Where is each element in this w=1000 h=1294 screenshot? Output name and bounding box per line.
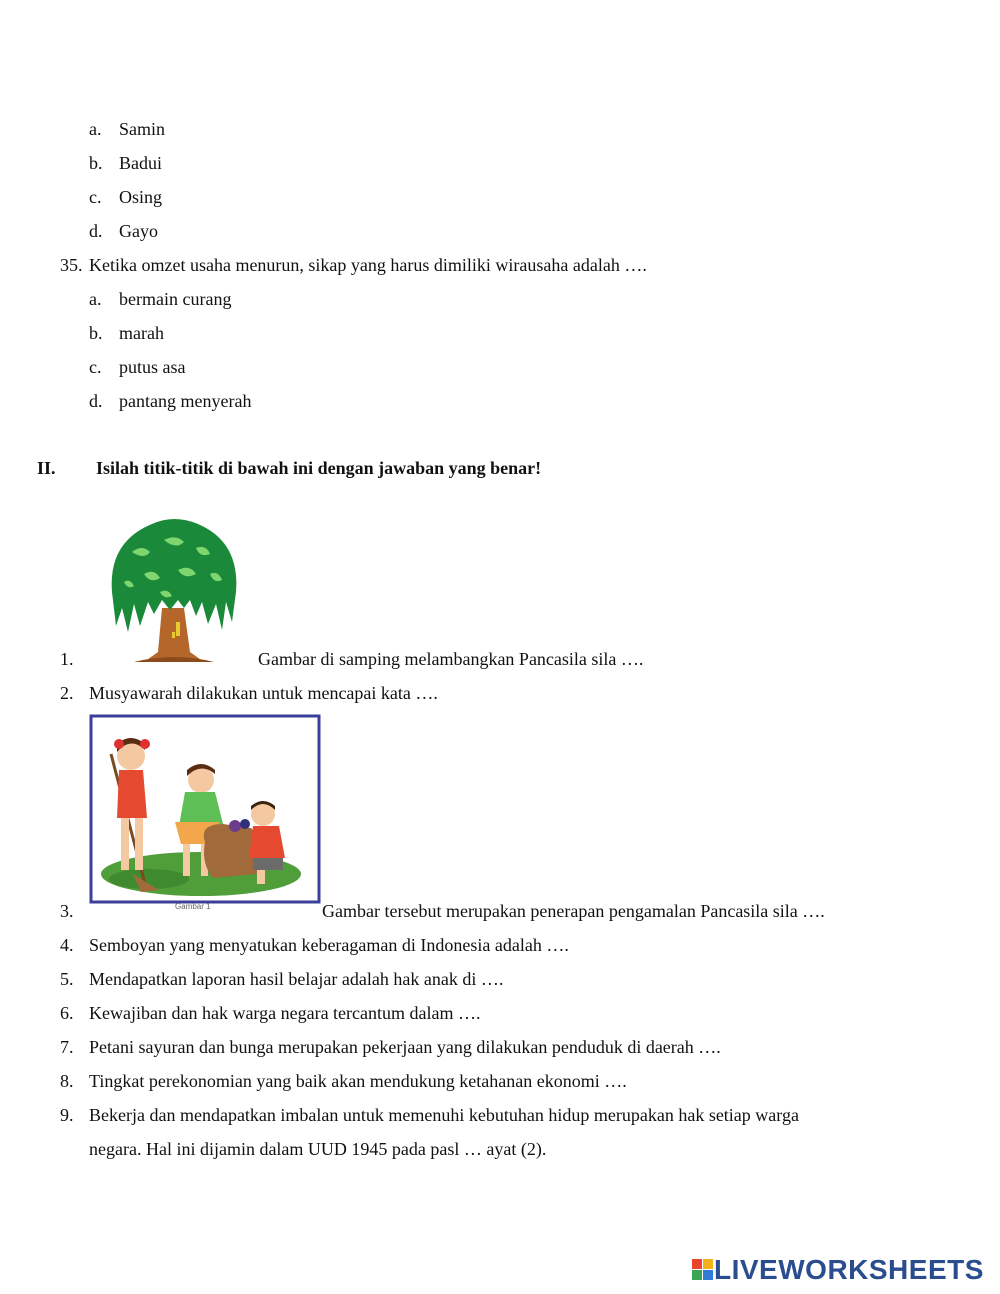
- item-text: Kewajiban dan hak warga negara tercantum dalam ….: [89, 1003, 481, 1023]
- image-caption: Gambar 1: [175, 902, 211, 911]
- option-letter: d.: [89, 221, 103, 241]
- item-number: 3.: [60, 901, 74, 921]
- option-letter: c.: [89, 187, 102, 207]
- liveworksheets-logo: [692, 1252, 984, 1288]
- option-letter: b.: [89, 153, 103, 173]
- item-text: Mendapatkan laporan hasil belajar adalah hak anak di ….: [89, 969, 504, 989]
- option-text: Badui: [119, 153, 162, 173]
- item-text-continuation: negara. Hal ini dijamin dalam UUD 1945 pada pasl … ayat (2).: [89, 1139, 547, 1159]
- item-number: 9.: [60, 1105, 74, 1125]
- option-text: Gayo: [119, 221, 158, 241]
- item-text: Gambar tersebut merupakan penerapan pengamalan Pancasila sila ….: [322, 901, 825, 921]
- item-number: 1.: [60, 649, 74, 669]
- option-letter: c.: [89, 357, 102, 377]
- children-cleaning-image: [89, 714, 321, 904]
- option-text: marah: [119, 323, 164, 343]
- option-letter: d.: [89, 391, 103, 411]
- item-number: 4.: [60, 935, 74, 955]
- option-text: bermain curang: [119, 289, 232, 309]
- option-letter: a.: [89, 289, 102, 309]
- option-text: pantang menyerah: [119, 391, 252, 411]
- option-letter: a.: [89, 119, 102, 139]
- item-number: 7.: [60, 1037, 74, 1057]
- logo-blocks-icon: [692, 1257, 714, 1283]
- section-numeral: II.: [37, 458, 56, 478]
- option-text: Osing: [119, 187, 163, 207]
- item-text: Semboyan yang menyatukan keberagaman di Indonesia adalah ….: [89, 935, 569, 955]
- item-text: Petani sayuran dan bunga merupakan pekerjaan yang dilakukan penduduk di daerah ….: [89, 1037, 721, 1057]
- item-number: 6.: [60, 1003, 74, 1023]
- item-number: 5.: [60, 969, 74, 989]
- option-letter: b.: [89, 323, 103, 343]
- item-text: Tingkat perekonomian yang baik akan mendukung ketahanan ekonomi ….: [89, 1071, 627, 1091]
- option-text: putus asa: [119, 357, 186, 377]
- banyan-tree-image: [104, 512, 244, 668]
- item-number: 8.: [60, 1071, 74, 1091]
- item-number: 2.: [60, 683, 74, 703]
- question-text: Ketika omzet usaha menurun, sikap yang harus dimiliki wirausaha adalah ….: [89, 255, 647, 275]
- question-number: 35.: [60, 255, 83, 275]
- logo-text: LIVEWORKSHEETS: [714, 1254, 984, 1285]
- item-text: Gambar di samping melambangkan Pancasila sila ….: [258, 649, 644, 669]
- section-title: Isilah titik-titik di bawah ini dengan jawaban yang benar!: [96, 458, 542, 478]
- item-text: Musyawarah dilakukan untuk mencapai kata ….: [89, 683, 438, 703]
- option-text: Samin: [119, 119, 166, 139]
- item-text: Bekerja dan mendapatkan imbalan untuk memenuhi kebutuhan hidup merupakan hak setiap warga: [89, 1105, 799, 1125]
